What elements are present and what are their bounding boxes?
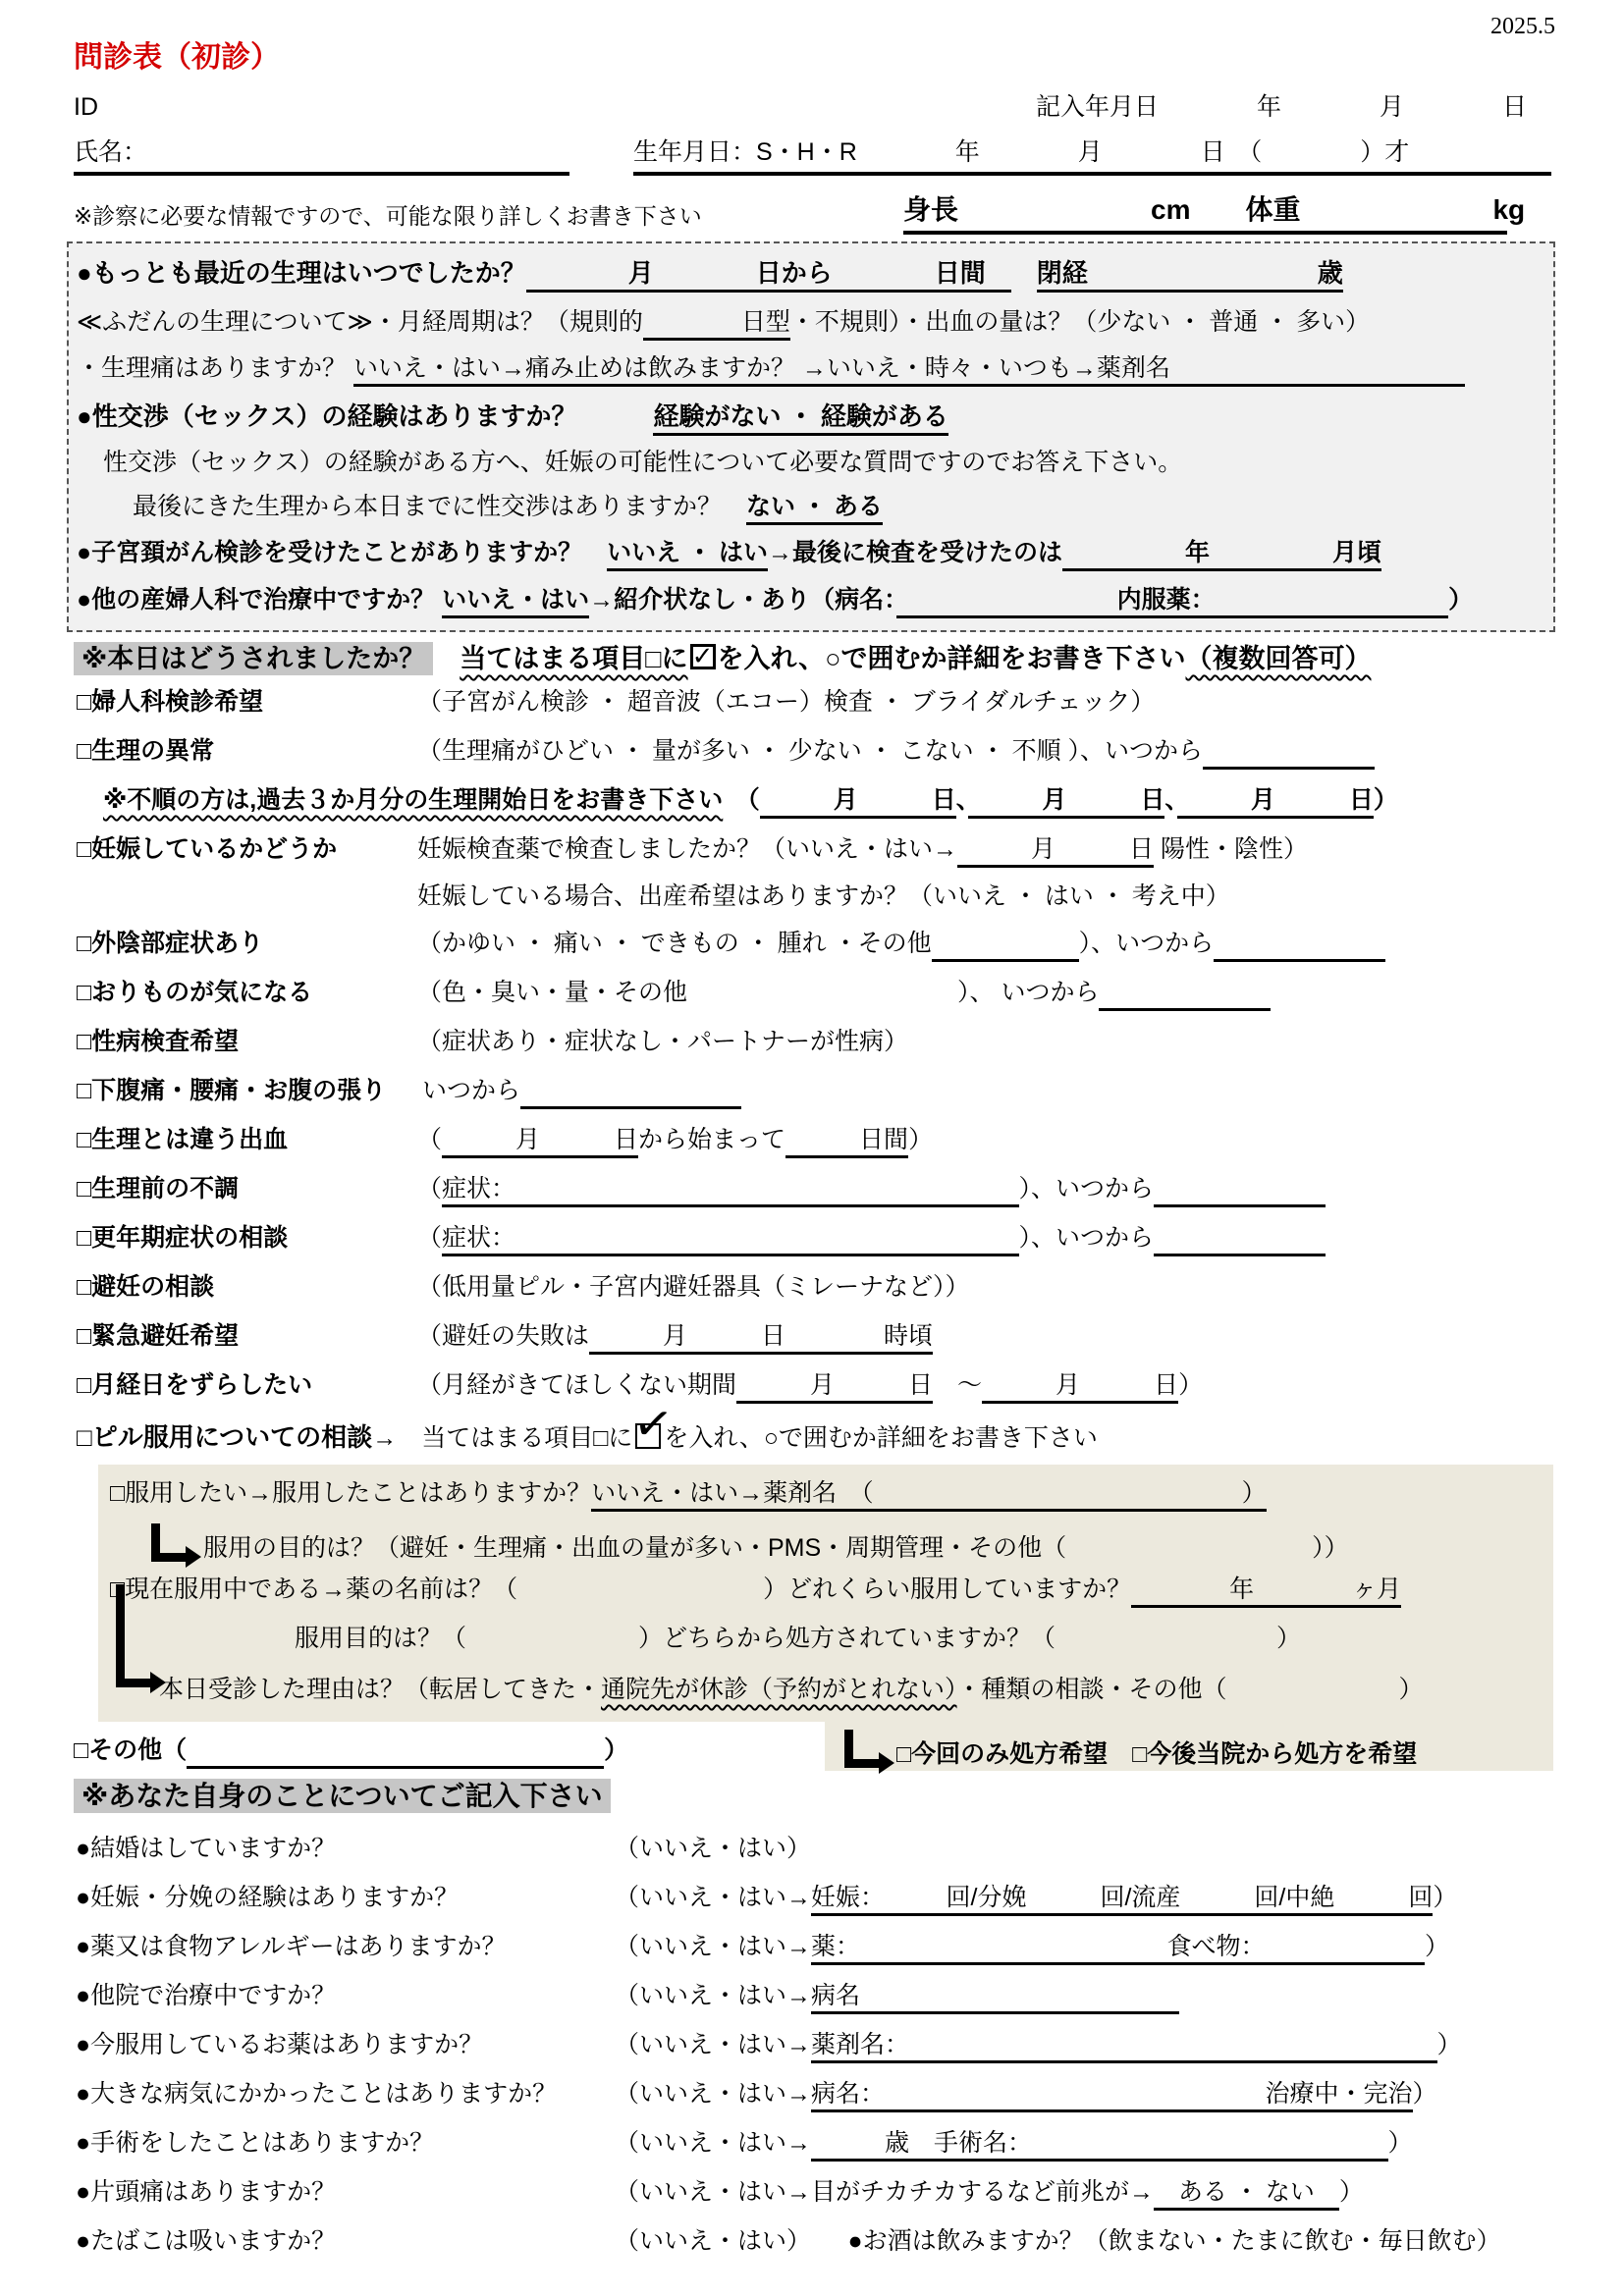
a-smoking-drinking[interactable]	[615, 2226, 1501, 2257]
a-pregnancy-history[interactable]	[615, 1883, 1457, 1913]
bent-arrow-icon	[844, 1730, 879, 1768]
mp-pre: （	[417, 1224, 443, 1252]
ph-pre: （いいえ・はい→	[615, 1884, 812, 1911]
pc-post: 陽性・陰性）	[1154, 835, 1308, 863]
pill-purpose-row[interactable]	[147, 1523, 1349, 1564]
today-inst-post: を入れ、○で囲むか詳細をお書き下さい	[717, 644, 1186, 673]
vs-fill-1[interactable]	[932, 930, 1079, 962]
last-period-fill[interactable]: 月 日から 日間	[526, 258, 1011, 293]
gap	[582, 539, 607, 566]
obgyn-label: ●他の産婦人科で治療中ですか？	[77, 586, 436, 614]
item-std-test[interactable]: □性病検査希望	[77, 1028, 240, 1055]
cervical-yn[interactable]: いいえ ・ はい	[607, 539, 768, 571]
a-major-illness[interactable]	[615, 2079, 1437, 2109]
menopause-fill[interactable]: 閉経 歳	[1037, 258, 1343, 293]
mi-pre: （いいえ・はい→	[615, 2080, 812, 2108]
name-field[interactable]: 氏名：	[74, 137, 569, 176]
q-sexual-experience[interactable]	[77, 400, 948, 433]
ph-fill[interactable]: 妊娠： 回/分娩 回/流産 回/中絶 回	[811, 1884, 1433, 1916]
bent-arrow-icon	[151, 1523, 186, 1562]
info-note: ※診察に必要な情報ですので、可能な限り詳しくお書き下さい	[74, 203, 702, 229]
today-inst-multi: （複数回答可）	[1185, 644, 1372, 673]
cm-post: ）	[1436, 2031, 1462, 2058]
q-cervical-screening[interactable]	[77, 538, 1381, 568]
q-last-period[interactable]	[77, 257, 1343, 290]
mp-mid: ）、いつから	[1018, 1224, 1155, 1252]
item-pregnancy-check[interactable]: □妊娠しているかどうか	[77, 835, 338, 863]
dob-field[interactable]: 生年月日：S・H・R 年 月 日 （ ）才	[633, 137, 1551, 176]
pill-visit-reason-row[interactable]	[159, 1675, 1424, 1705]
tall-bent-arrow-icon	[116, 1584, 150, 1687]
q-current-medication: ●今服用しているお薬はありますか？	[76, 2031, 484, 2058]
item-menopause-consult[interactable]: □更年期症状の相談	[77, 1224, 289, 1252]
sp-mid: ～	[933, 1371, 983, 1399]
sg-post: ）	[1387, 2129, 1413, 2157]
q-other-obgyn[interactable]	[77, 585, 1473, 615]
al-post: ）	[1425, 1933, 1450, 1960]
item-vulva-symptoms[interactable]: □外陰部症状あり	[77, 930, 264, 957]
item-discharge-options[interactable]	[417, 978, 1271, 1008]
ph-post: ）	[1433, 1884, 1458, 1911]
nb-pre: （	[417, 1126, 443, 1153]
cervical-date-fill[interactable]: 年 月頃	[1062, 539, 1381, 571]
item-contraception-options: （低用量ピル・子宮内避妊器具（ミレーナなど））	[417, 1273, 970, 1301]
cramps-fill[interactable]: いいえ・はい→痛み止めは飲みますか？ →いいえ・時々・いつも→薬剤名	[353, 354, 1465, 387]
cramps-pre: ・生理痛はありますか？	[77, 354, 353, 382]
pc2-fill[interactable]: 年 ヶ月	[1131, 1575, 1401, 1608]
ir-fill-1[interactable]: 月 日	[760, 786, 956, 819]
menstruation-box	[67, 241, 1555, 632]
ir-comma-2: 、	[1164, 786, 1177, 814]
pill-inst-pre: 当てはまる項目□に	[421, 1424, 633, 1452]
mg-fill[interactable]: ある ・ ない	[1154, 2178, 1339, 2211]
pp-text: 服用の目的は？（避妊・生理痛・出血の量が多い・PMS・周期管理・その他（ ））	[203, 1534, 1349, 1562]
ec-pre: （避妊の失敗は	[417, 1322, 590, 1350]
entry-date-label[interactable]: 記入年月日 年 月 日	[1036, 93, 1528, 121]
item-abdominal-pain[interactable]: □下腹痛・腰痛・お腹の張り	[77, 1077, 387, 1104]
cervical-mid: →最後に検査を受けたのは	[768, 539, 1063, 566]
obgyn-mid: →紹介状なし・あり（病名：	[589, 586, 896, 614]
gap	[576, 401, 653, 431]
form-version: 2025.5	[1490, 14, 1555, 39]
ir-paren: （	[723, 786, 760, 814]
gap	[1011, 258, 1037, 288]
irregular-note-row[interactable]	[103, 785, 1398, 816]
pill-current-purpose-row[interactable]: 服用目的は？（ ）どちらから処方されていますか？（ ）	[295, 1625, 1302, 1652]
dc-fill[interactable]	[1099, 979, 1271, 1011]
sp-fill-1[interactable]: 月 日	[736, 1371, 933, 1404]
pw-fill[interactable]: いいえ・はい→薬剤名 （ ）	[591, 1479, 1267, 1512]
ir-fill-3[interactable]: 月 日	[1177, 786, 1374, 819]
cycle-pre: ≪ふだんの生理について≫・月経周期は？（規則的	[77, 308, 643, 336]
since-pre: 最後にきた生理から本日までに性交渉はありますか？	[133, 493, 747, 520]
item-other-row[interactable]	[74, 1735, 628, 1766]
pc-pre: 妊娠検査薬で検査しましたか？（いいえ・はい→	[417, 835, 958, 863]
sp-post: ）	[1178, 1371, 1204, 1399]
pms-pre: （	[417, 1175, 443, 1202]
item-abdominal-pain-since[interactable]	[422, 1076, 741, 1106]
nb-fill-2[interactable]: 日間	[785, 1126, 908, 1158]
ap-fill[interactable]	[520, 1077, 741, 1109]
rx-wish-row[interactable]	[840, 1730, 1417, 1770]
pms-fill-2[interactable]	[1154, 1175, 1326, 1207]
q-smoking: ●たばこは吸いますか？	[76, 2227, 337, 2255]
rx-options[interactable]: □今回のみ処方希望 □今後当院から処方を希望	[896, 1740, 1418, 1768]
q-last-period-label: ●もっとも最近の生理はいつでしたか？	[77, 258, 526, 288]
vr-post: ・種類の相談・その他（ ）	[956, 1676, 1424, 1703]
item-menopause-detail[interactable]	[417, 1223, 1326, 1254]
other-label[interactable]: □その他（	[74, 1736, 188, 1764]
q-cycle[interactable]	[77, 307, 1370, 338]
cycle-fill[interactable]: 日型	[643, 308, 790, 341]
pill-want-row[interactable]	[110, 1478, 1267, 1509]
sex-exp-label: ●性交渉（セックス）の経験はありますか？	[77, 401, 577, 431]
vs-fill-2[interactable]	[1214, 930, 1385, 962]
item-shift-period[interactable]: □月経日をずらしたい	[77, 1371, 313, 1399]
checked-box-icon	[690, 644, 716, 669]
item-pregnancy-check-q[interactable]	[417, 834, 1308, 865]
mi-post: ）	[1412, 2080, 1437, 2108]
al-fill[interactable]: 薬： 食べ物：	[811, 1933, 1425, 1965]
obgyn-fill[interactable]: 内服薬：	[896, 586, 1449, 618]
vs-mid: ）、いつから	[1078, 930, 1215, 957]
today-head: ※本日はどうされましたか？	[74, 642, 433, 675]
pc-fill[interactable]: 月 日	[957, 835, 1154, 868]
nb-post: ）	[908, 1126, 934, 1153]
page-title: 問診表（初診）	[74, 41, 280, 74]
cm-fill[interactable]: 薬剤名：	[811, 2031, 1437, 2063]
other-close: ）	[604, 1736, 629, 1764]
item-std-test-options: （症状あり・症状なし・パートナーが性病）	[417, 1028, 909, 1055]
item-pms-detail[interactable]	[417, 1174, 1326, 1204]
cm-pre: （いいえ・はい→	[615, 2031, 812, 2058]
gap	[799, 2227, 848, 2255]
a-allergy[interactable]	[615, 1932, 1449, 1962]
item-shift-period-detail[interactable]	[417, 1370, 1203, 1401]
ir-fill-2[interactable]: 月 日	[968, 786, 1164, 819]
pms-mid: ）、いつから	[1018, 1175, 1155, 1202]
mg-post: ）	[1338, 2178, 1364, 2206]
item-period-abnormal-options[interactable]	[417, 736, 1375, 767]
pw-pre: □服用したい→服用したことはありますか？	[110, 1479, 592, 1507]
self-head: ※あなた自身のことについてご記入下さい	[74, 1779, 611, 1813]
id-label: ID	[74, 93, 98, 121]
item-contraception[interactable]: □避妊の相談	[77, 1273, 215, 1301]
item-pms[interactable]: □生理前の不調	[77, 1175, 240, 1202]
sm-pre[interactable]: （いいえ・はい）	[615, 2227, 799, 2255]
item-gyn-checkup-options: （子宮がん検診 ・ 超音波（エコー）検査 ・ ブライダルチェック）	[417, 688, 1156, 716]
pc2-pre: □現在服用中である→薬の名前は？（ ）どれくらい服用していますか？	[110, 1575, 1132, 1603]
today-section-header	[74, 643, 1372, 676]
item-vulva-symptoms-options[interactable]	[417, 929, 1385, 959]
pill-inst-post: を入れ、○で囲むか詳細をお書き下さい	[664, 1424, 1098, 1452]
q-surgery: ●手術をしたことはありますか？	[76, 2129, 435, 2157]
pill-current-row[interactable]	[110, 1575, 1401, 1605]
self-section-header	[74, 1779, 611, 1813]
vs-pre: （かゆい ・ 痛い ・ できもの ・ 腫れ ・その他	[417, 930, 932, 957]
pms-fill-1[interactable]: 症状：	[442, 1175, 1019, 1207]
ec-fill[interactable]: 月 日 時頃	[589, 1322, 933, 1355]
item-nonperiod-bleeding[interactable]: □生理とは違う出血	[77, 1126, 289, 1153]
al-pre: （いいえ・はい→	[615, 1933, 812, 1960]
item-emergency-contraception[interactable]: □緊急避妊希望	[77, 1322, 240, 1350]
oc-fill[interactable]: 病名	[811, 1982, 1179, 2014]
gap	[397, 1424, 421, 1452]
a-surgery[interactable]	[615, 2128, 1413, 2159]
pa-pre: （生理痛がひどい ・ 量が多い ・ 少ない ・ こない ・ 不順 ）、いつから	[417, 737, 1204, 765]
mg-pre: （いいえ・はい→目がチカチカするなど前兆が→	[615, 2178, 1155, 2206]
sp-fill-2[interactable]: 月 日	[982, 1371, 1178, 1404]
q-pregnancy-history: ●妊娠・分娩の経験はありますか？	[76, 1884, 460, 1911]
q-alcohol[interactable]: ●お酒は飲みますか？（飲まない・たまに飲む・毎日飲む）	[847, 2227, 1501, 2255]
q-major-illness: ●大きな病気にかかったことはありますか？	[76, 2080, 558, 2108]
sex-exp-answer[interactable]: 経験がない ・ 経験がある	[653, 401, 947, 436]
height-weight-field[interactable]: 身長 cm 体重 kg	[903, 192, 1507, 235]
vr-wavy: 通院先が休診（予約がとれない）	[601, 1676, 957, 1703]
oc-pre: （いいえ・はい→	[615, 1982, 812, 2009]
a-other-clinic[interactable]	[615, 1981, 1179, 2011]
item-pill-consult[interactable]: □ピル服用についての相談	[77, 1422, 373, 1452]
mp-fill-2[interactable]	[1154, 1224, 1326, 1256]
cycle-post: ・不規則）・出血の量は？（少ない ・ 普通 ・ 多い）	[789, 308, 1371, 336]
today-inst-pre: 当てはまる項目□に	[460, 644, 688, 673]
cervical-label: ●子宮頚がん検診を受けたことがありますか？	[77, 539, 583, 566]
sg-fill[interactable]: 歳 手術名：	[811, 2129, 1388, 2162]
nb-fill-1[interactable]: 月 日	[442, 1126, 638, 1158]
checkmark-box-icon	[635, 1423, 661, 1449]
item-pill-consult-row[interactable]	[77, 1421, 1098, 1454]
vr-pre: 本日受診した理由は？（転居してきた・	[159, 1676, 602, 1703]
item-period-abnormal[interactable]: □生理の異常	[77, 737, 215, 765]
ir-close: ）	[1373, 786, 1398, 814]
mp-fill-1[interactable]: 症状：	[442, 1224, 1019, 1256]
irregular-note: ※不順の方は,過去３か月分の生理開始日をお書き下さい	[103, 786, 724, 814]
item-gyn-checkup[interactable]: □婦人科検診希望	[77, 688, 264, 716]
sex-exp-note: 性交渉（セックス）の経験がある方へ、妊娠の可能性について必要な質問ですのでお答え下さい。	[103, 449, 1183, 476]
item-pregnancy-wish: 妊娠している場合、出産希望はありますか？（いいえ ・ はい ・ 考え中）	[417, 882, 1230, 910]
sg-pre: （いいえ・はい→	[615, 2129, 812, 2157]
item-discharge[interactable]: □おりものが気になる	[77, 979, 313, 1006]
q-cramps[interactable]	[77, 353, 1465, 384]
since-answer[interactable]: ない ・ ある	[746, 493, 883, 525]
q-other-clinic: ●他院で治療中ですか？	[76, 1982, 337, 2009]
ir-comma-1: 、	[955, 786, 969, 814]
a-migraine[interactable]	[615, 2177, 1364, 2208]
a-married[interactable]: （いいえ・はい）	[615, 1835, 812, 1862]
sp-pre: （月経がきてほしくない期間	[417, 1371, 737, 1399]
a-current-medication[interactable]	[615, 2030, 1462, 2060]
pa-fill[interactable]	[1203, 737, 1375, 770]
nb-mid: から始まって	[638, 1126, 786, 1153]
obgyn-close: ）	[1448, 586, 1474, 614]
q-allergy: ●薬又は食物アレルギーはありますか？	[76, 1933, 507, 1960]
q-married: ●結婚はしていますか？	[76, 1835, 337, 1862]
arrow-right: →	[372, 1424, 398, 1452]
other-fill[interactable]	[187, 1736, 604, 1769]
q-since-last-period[interactable]	[133, 492, 883, 522]
item-emergency-detail[interactable]	[417, 1321, 933, 1352]
item-nonperiod-bleeding-detail[interactable]	[417, 1125, 933, 1155]
gap	[433, 644, 460, 673]
dc-pre: （色・臭い・量・その他 ）、 いつから	[417, 979, 1100, 1006]
obgyn-yn[interactable]: いいえ・はい	[442, 586, 589, 618]
ap-pre: いつから	[422, 1077, 521, 1104]
mi-fill[interactable]: 病名： 治療中・完治	[811, 2080, 1413, 2112]
q-migraine: ●片頭痛はありますか？	[76, 2178, 337, 2206]
